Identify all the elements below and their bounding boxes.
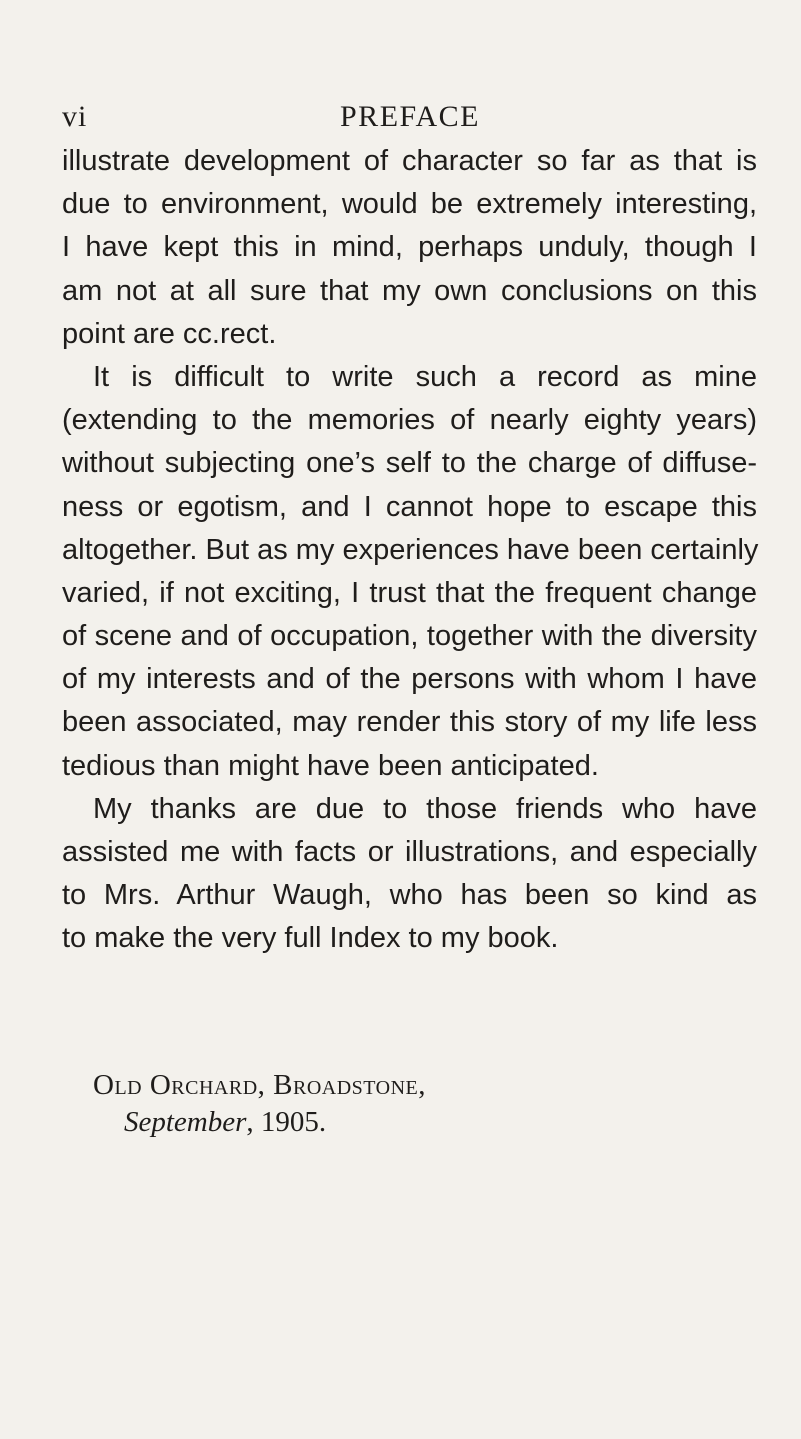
- page-number: vi: [62, 100, 88, 133]
- signature-month: September: [124, 1106, 247, 1138]
- preface-body: [62, 140, 757, 961]
- text-line: of my interests and of the persons with whom I have: [62, 663, 757, 696]
- text-line: assisted me with facts or illustrations, and especially: [62, 836, 757, 868]
- text-line: without subjecting one’s self to the charge of diffuse-: [62, 447, 757, 480]
- text-line: (extending to the memories of nearly eighty years): [62, 404, 757, 437]
- running-title: PREFACE: [340, 100, 480, 133]
- signature-year: , 1905.: [246, 1106, 327, 1138]
- signature-place: Old Orchard, Broadstone,: [93, 1069, 426, 1101]
- paragraph-1: [62, 140, 757, 356]
- text-line: It is difficult to write such a record as mine: [93, 360, 757, 393]
- signature-date: [93, 1104, 426, 1141]
- paragraph-2: [62, 356, 757, 788]
- text-line: of scene and of occupation, together with the diversity: [62, 620, 757, 653]
- text-line: to make the very full Index to my book.: [62, 922, 559, 955]
- paragraph-3: [62, 788, 757, 961]
- signature-block: [93, 1067, 426, 1141]
- text-line: illustrate development of character so far as that is: [62, 145, 757, 177]
- text-line: due to environment, would be extremely interesting,: [62, 188, 757, 221]
- text-line: altogether. But as my experiences have been certainly: [62, 533, 759, 566]
- text-line: am not at all sure that my own conclusions on this: [62, 274, 757, 307]
- text-line: My thanks are due to those friends who have: [93, 792, 757, 825]
- page-header: [62, 100, 762, 140]
- text-line: I have kept this in mind, perhaps unduly, though I: [62, 231, 757, 264]
- text-line: ness or egotism, and I cannot hope to escape this: [62, 490, 757, 523]
- text-line: to Mrs. Arthur Waugh, who has been so kind as: [62, 879, 757, 912]
- text-line: varied, if not exciting, I trust that the frequent change: [62, 576, 757, 609]
- text-line: tedious than might have been anticipated.: [62, 749, 599, 782]
- text-line: point are cc.rect.: [62, 317, 277, 350]
- text-line: been associated, may render this story of my life less: [62, 706, 757, 739]
